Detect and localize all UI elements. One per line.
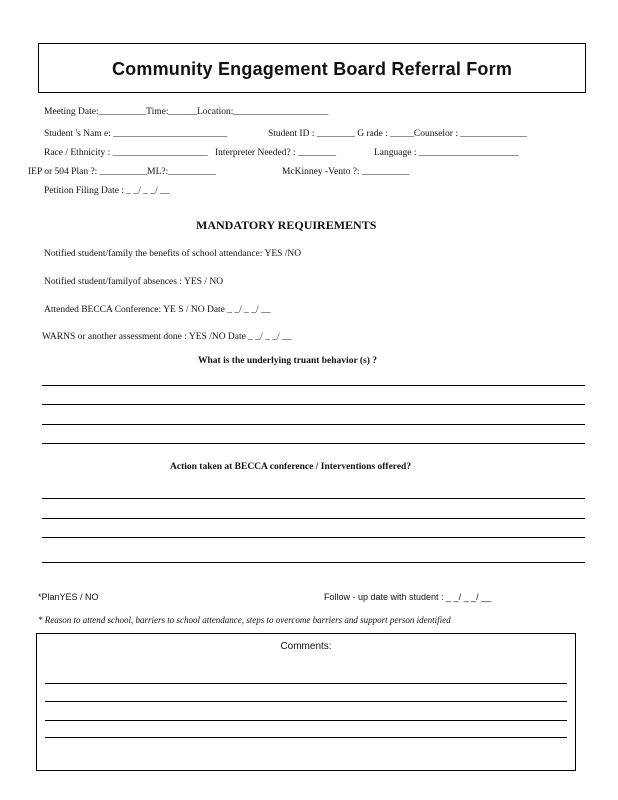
mandatory-item-warns[interactable]: WARNS or another assessment done : YES /NO Date _ _/ _ _/ __ bbox=[42, 332, 292, 342]
answer-line[interactable] bbox=[42, 385, 585, 386]
iep-ml-fields[interactable]: IEP or 504 Plan ?: __________ML?:__________ bbox=[28, 167, 216, 177]
comment-line[interactable] bbox=[45, 737, 567, 738]
mandatory-item-absences[interactable]: Notified student/familyof absences : YES / NO bbox=[44, 277, 224, 287]
comment-line[interactable] bbox=[45, 720, 567, 721]
comment-line[interactable] bbox=[45, 701, 567, 702]
petition-filing-date-field[interactable]: Petition Filing Date : _ _/ _ _/ __ bbox=[44, 186, 170, 196]
comment-line[interactable] bbox=[45, 683, 567, 684]
follow-up-date-field[interactable]: Follow - up date with student : _ _/ _ _/ __ bbox=[324, 592, 492, 602]
truant-behavior-question: What is the underlying truant behavior (s) ? bbox=[198, 356, 378, 366]
student-name-field[interactable]: Student 's Nam e: ________________________ bbox=[44, 129, 228, 139]
interventions-question: Action taken at BECCA conference / Interventions offered? bbox=[170, 462, 412, 472]
mandatory-item-benefits[interactable]: Notified student/family the benefits of school attendance: YES /NO bbox=[44, 249, 302, 259]
mckinney-vento-field[interactable]: McKinney -Vento ?: __________ bbox=[282, 167, 410, 177]
meeting-fields[interactable]: Meeting Date:__________Time:______Location:____________________ bbox=[44, 107, 329, 117]
comments-label: Comments: bbox=[280, 641, 332, 652]
race-ethnicity-field[interactable]: Race / Ethnicity : ____________________ bbox=[44, 148, 208, 158]
mandatory-item-becca-conference[interactable]: Attended BECCA Conference: YE S / NO Date _ _/ _ _/ __ bbox=[44, 305, 271, 315]
interpreter-field[interactable]: Interpreter Needed? : ________ bbox=[215, 148, 337, 158]
language-field[interactable]: Language : _____________________ bbox=[374, 148, 519, 158]
answer-line[interactable] bbox=[42, 562, 585, 563]
mandatory-requirements-heading: MANDATORY REQUIREMENTS bbox=[196, 218, 377, 232]
answer-line[interactable] bbox=[42, 424, 585, 425]
answer-line[interactable] bbox=[42, 498, 585, 499]
comments-box[interactable] bbox=[36, 633, 576, 771]
form-title: Community Engagement Board Referral Form bbox=[111, 59, 513, 79]
title-box bbox=[38, 43, 586, 93]
footnote: * Reason to attend school, barriers to school attendance, steps to overcome barriers and support person identified bbox=[38, 615, 451, 625]
answer-line[interactable] bbox=[42, 518, 585, 519]
answer-line[interactable] bbox=[42, 404, 585, 405]
answer-line[interactable] bbox=[42, 443, 585, 444]
answer-line[interactable] bbox=[42, 537, 585, 538]
plan-yes-no[interactable]: *PlanYES / NO bbox=[38, 592, 99, 602]
student-id-grade-counselor-fields[interactable]: Student ID : ________ G rade : _____Counselor : ______________ bbox=[268, 129, 527, 139]
